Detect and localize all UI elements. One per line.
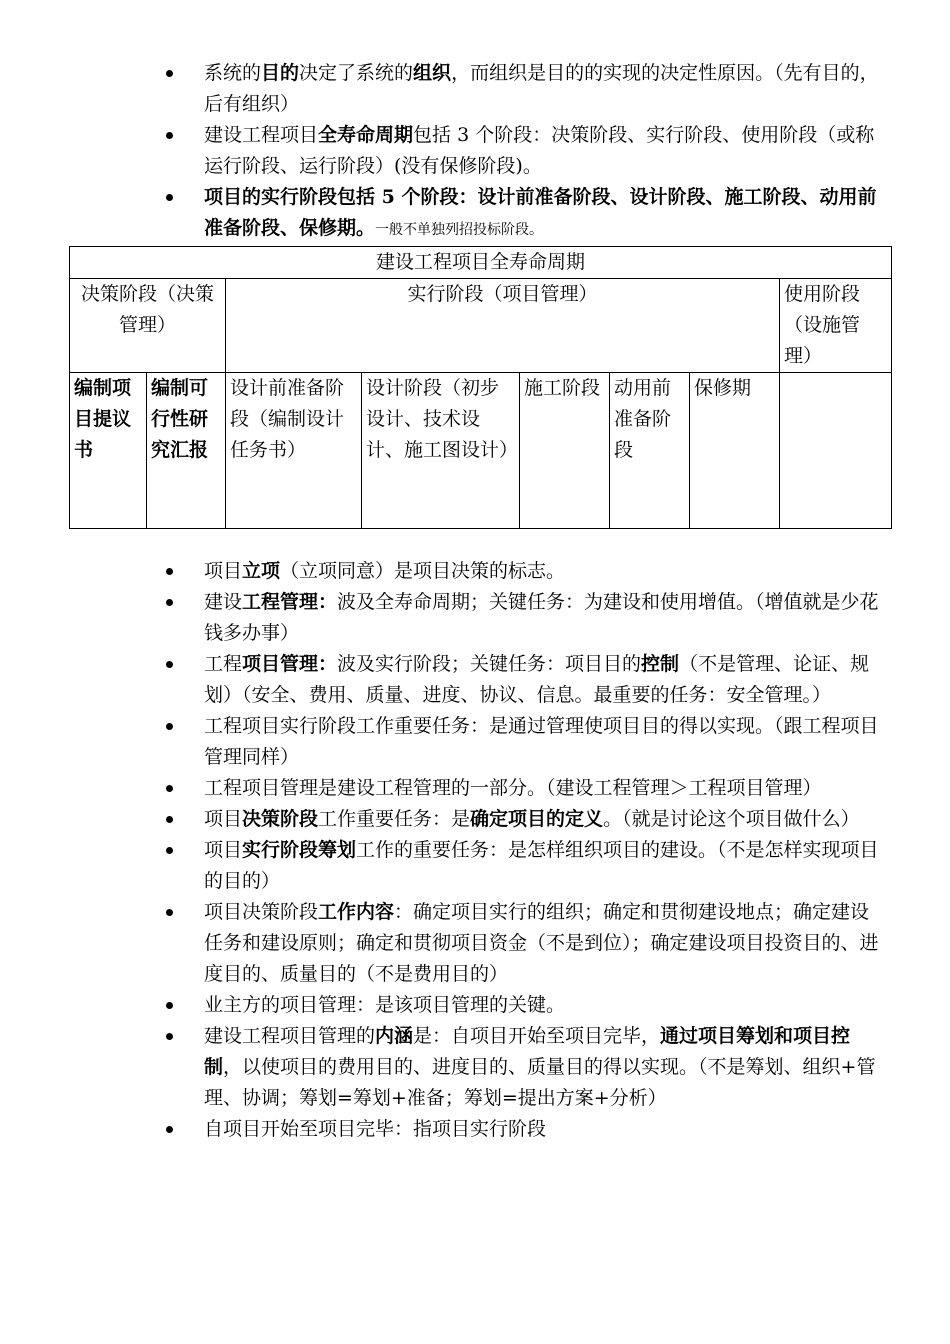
bullet-text: 项目实行阶段筹划工作的重要任务：是怎样组织项目的建设。（不是怎样实现项目的目的）	[204, 839, 879, 892]
bullet-icon	[166, 661, 173, 668]
list-item	[0, 556, 950, 587]
list-item	[0, 182, 950, 246]
top-bullet-list	[0, 58, 950, 246]
bullet-icon	[166, 909, 173, 916]
list-item	[0, 649, 950, 711]
bottom-bullet-list	[0, 556, 950, 1145]
bullet-text: 工程项目管理是建设工程管理的一部分。（建设工程管理＞工程项目管理）	[204, 777, 822, 799]
bullet-icon	[166, 816, 173, 823]
bullet-text: 建设工程项目全寿命周期包括 3 个阶段：决策阶段、实行阶段、使用阶段（或称运行阶段、运行阶段）(没有保修阶段)。	[204, 124, 875, 177]
bullet-text: 业主方的项目管理：是该项目管理的关键。	[204, 994, 566, 1016]
table-cell: 动用前准备阶段	[610, 373, 690, 529]
bullet-icon	[166, 1002, 173, 1009]
list-item	[0, 120, 950, 182]
table-cell: 保修期	[690, 373, 780, 529]
bullet-icon	[166, 194, 173, 201]
bullet-icon	[166, 599, 173, 606]
bullet-text: 自项目开始至项目完毕：指项目实行阶段	[204, 1118, 547, 1140]
list-item	[0, 58, 950, 120]
lifecycle-table	[69, 246, 892, 529]
list-item	[0, 1021, 950, 1114]
implementation-phase-header: 实行阶段（项目管理）	[226, 279, 780, 373]
bullet-text: 工程项目实行阶段工作重要任务：是通过管理使项目目的得以实现。（跟工程项目管理同样）	[204, 715, 879, 768]
bullet-text: 系统的目的决定了系统的组织，而组织是目的的实现的决定性原因。（先有目的，后有组织）	[204, 62, 879, 115]
bullet-text: 项目决策阶段工作内容：确定项目实行的组织；确定和贯彻建设地点；确定建设任务和建设原则；确定和贯彻项目资金（不是到位）；确定建设项目投资目的、进度目的、质量目的（不是费用目的）	[204, 901, 879, 985]
list-item	[0, 1114, 950, 1145]
table-cell: 编制可行性研究汇报	[147, 373, 226, 529]
table-title: 建设工程项目全寿命周期	[70, 247, 892, 279]
decision-phase-header: 决策阶段（决策管理）	[70, 279, 226, 373]
bullet-text: 项目决策阶段工作重要任务：是确定项目的定义。（就是讨论这个项目做什么）	[204, 808, 860, 830]
table-cell: 编制项目提议书	[70, 373, 147, 529]
bullet-icon	[166, 723, 173, 730]
list-item	[0, 804, 950, 835]
bullet-icon	[166, 847, 173, 854]
list-item	[0, 587, 950, 649]
bullet-text: 建设工程项目管理的内涵是：自项目开始至项目完毕，通过项目筹划和项目控制，以使项目的费用目的、进度目的、质量目的得以实现。（不是筹划、组织+管理、协调；筹划=筹划+准备；筹划=提出方案+分析）	[204, 1025, 876, 1109]
bullet-text: 工程项目管理：波及实行阶段；关键任务：项目目的控制（不是管理、论证、规划）（安全、费用、质量、进度、协议、信息。最重要的任务：安全管理。）	[204, 653, 870, 706]
use-phase-header: 使用阶段（设施管理）	[780, 279, 892, 373]
bullet-text: 项目的实行阶段包括 5 个阶段：设计前准备阶段、设计阶段、施工阶段、动用前准备阶段、保修期。一般不单独列招投标阶段。	[204, 186, 877, 239]
bullet-text: 建设工程管理：波及全寿命周期；关键任务：为建设和使用增值。（增值就是少花钱多办事）	[204, 591, 879, 644]
table-cell	[780, 373, 892, 529]
bullet-text: 项目立项（立项同意）是项目决策的标志。	[204, 560, 566, 582]
bullet-icon	[166, 1033, 173, 1040]
bullet-icon	[166, 1126, 173, 1133]
list-item	[0, 835, 950, 897]
table-cell: 设计前准备阶段（编制设计任务书）	[226, 373, 362, 529]
table-cell: 施工阶段	[520, 373, 610, 529]
bullet-icon	[166, 132, 173, 139]
list-item	[0, 897, 950, 990]
table-cell: 设计阶段（初步设计、技术设计、施工图设计）	[362, 373, 520, 529]
list-item	[0, 773, 950, 804]
bullet-icon	[166, 568, 173, 575]
list-item	[0, 711, 950, 773]
bullet-icon	[166, 785, 173, 792]
bullet-icon	[166, 70, 173, 77]
list-item	[0, 990, 950, 1021]
